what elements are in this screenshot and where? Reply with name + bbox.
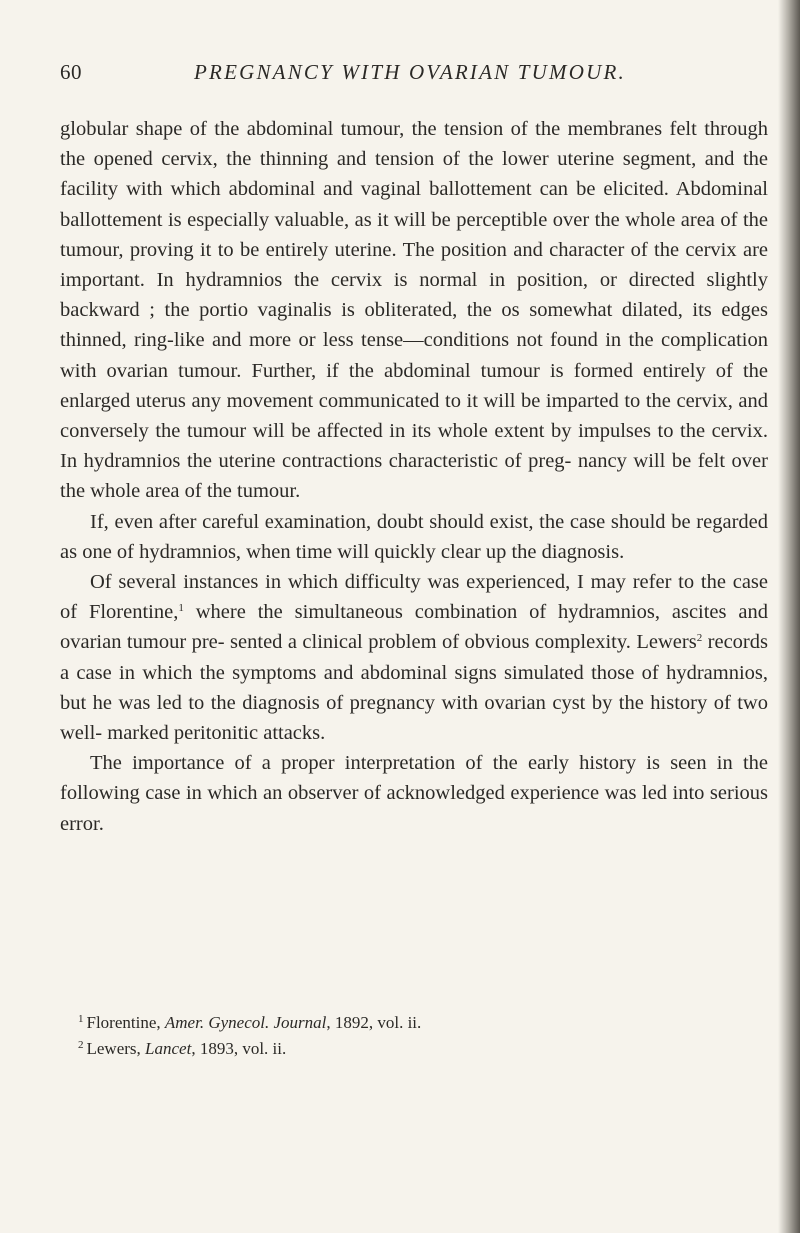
paragraph-3-text-b: where the simultaneous combination of hydramnios, ascites and ovarian tumour pre- sented a clinical problem of obvious complexity. Lewers: [60, 601, 768, 654]
paragraph-3-text-c: records a case in which the symptoms and abdominal signs simulated those of hydramnios, but he was led to the diagnosis of pregnancy with ovarian cyst by the history of two well- marked peritonitic attacks.: [60, 631, 768, 745]
footnote-ref-1: 1: [178, 602, 184, 615]
paragraph-3: [60, 567, 768, 748]
page-header: [60, 60, 760, 92]
paragraph-3-text-a: Of several instances in which difficulty was experienced, I may refer to the case of Florentine,: [60, 571, 768, 624]
paragraph-4: The importance of a proper interpretation of the early history is seen in the following case in which an observer of acknowledged experience was led into serious error.: [60, 752, 768, 835]
page-number: 60: [60, 60, 82, 84]
footnote-journal: Lancet: [145, 1039, 192, 1058]
footnote-mark: 2: [78, 1039, 84, 1051]
footnote-journal: Amer. Gynecol. Journal: [164, 1013, 327, 1032]
paragraph-2: If, even after careful examination, doubt should exist, the case should be regarded as one of hydramnios, when time will quickly clear up the diagnosis.: [60, 510, 768, 563]
footnote-1: [78, 1008, 758, 1034]
paragraph-1: globular shape of the abdominal tumour, the tension of the membranes felt through the opened cervix, the thinning and tension of the lower uterine segment, and the facility with which abdominal and vaginal ballottement can be elicited. Abdominal ballottement is especially valuable, as it will be perceptible over the whole area of the tumour, proving it to be entirely uterine. The position and character of the cervix are important. In hydramnios the cervix is normal in position, or directed slightly backward ; the portio vaginalis is obliterated, the os somewhat dilated, its edges thinned, ring-like and more or less tense—conditions not found in the complication with ovarian tumour. Further, if the abdominal tumour is formed entirely of the enlarged uterus any movement communicated to it will be imparted to the cervix, and conversely the tumour will be affected in its whole extent by impulses to the cervix. In hydramnios the uterine contractions characteristic of preg- nancy will be felt over the whole area of the tumour.: [60, 118, 768, 503]
running-title: PREGNANCY WITH OVARIAN TUMOUR.: [194, 60, 626, 84]
body-text: [60, 114, 768, 839]
footnote-mark: 1: [78, 1013, 84, 1025]
footnote-2: [78, 1034, 758, 1060]
footnote-author: Lewers,: [86, 1039, 146, 1058]
footnote-author: Florentine,: [86, 1013, 165, 1032]
footnote-details: , 1893, vol. ii.: [191, 1039, 287, 1058]
footnote-details: , 1892, vol. ii.: [326, 1013, 422, 1032]
footnotes: [78, 1008, 758, 1060]
page-edge-shadow: [778, 0, 800, 1233]
footnote-ref-2: 2: [696, 632, 703, 645]
